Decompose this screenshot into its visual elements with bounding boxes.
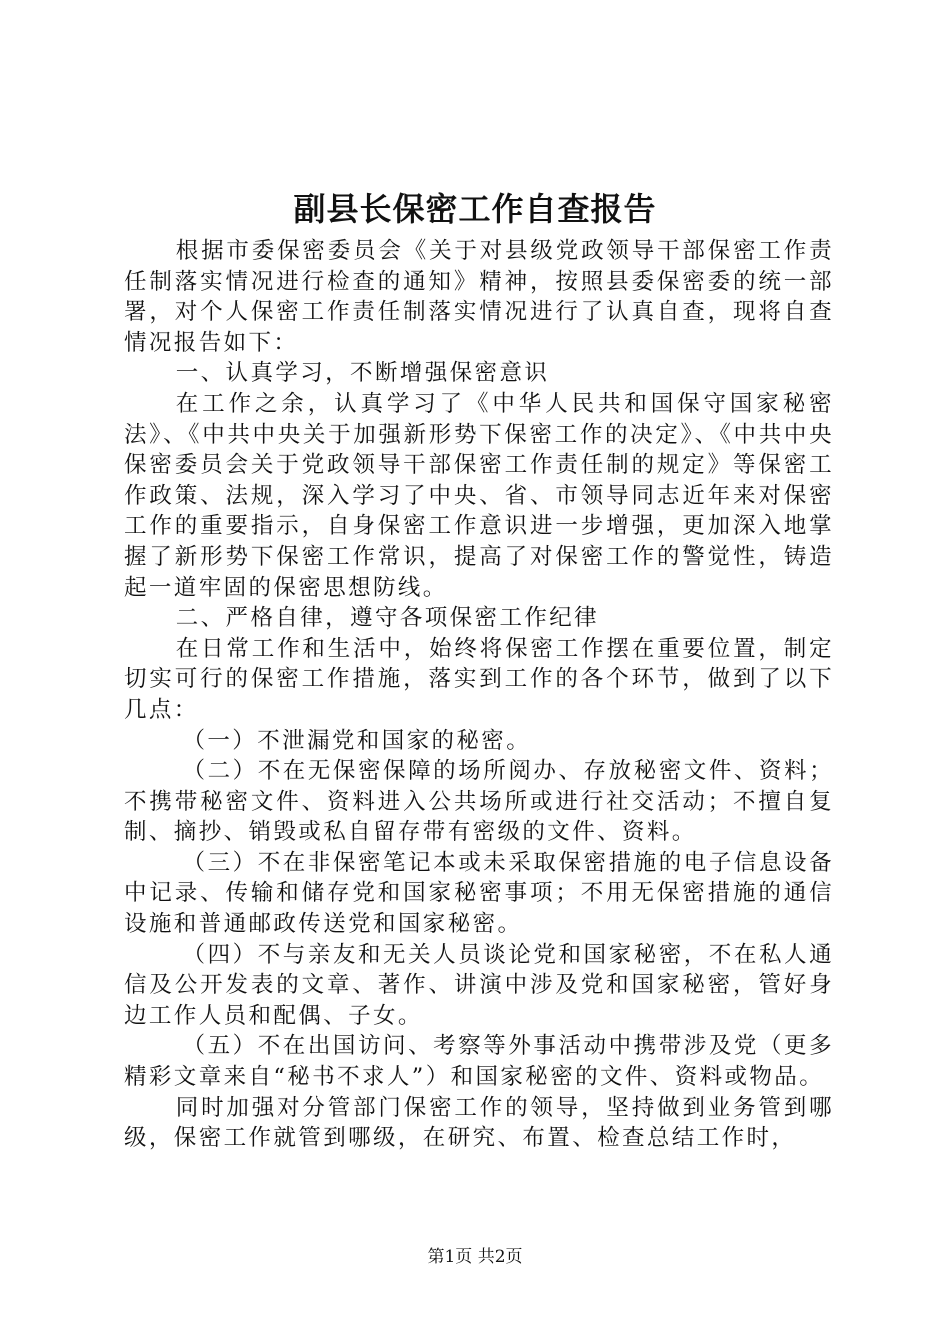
list-item-5: （五）不在出国访问、考察等外事活动中携带涉及党（更多精彩文章来自“秘书不求人”）和国家秘密的文件、资料或物品。 <box>124 1033 834 1091</box>
document-body <box>124 236 834 1154</box>
list-item-1: （一）不泄漏党和国家的秘密。 <box>182 727 532 754</box>
paragraph-intro: 根据市委保密委员会《关于对县级党政领导干部保密工作责任制落实情况进行检查的通知》精神，按照县委保密委的统一部署，对个人保密工作责任制落实情况进行了认真自查，现将自查情况报告如下： <box>124 238 834 356</box>
page-footer: 第1页 共2页 <box>427 1247 523 1267</box>
list-item-3: （三）不在非保密笔记本或未采取保密措施的电子信息设备中记录、传输和储存党和国家秘密事项；不用无保密措施的通信设施和普通邮政传送党和国家秘密。 <box>124 849 834 938</box>
list-item-4: （四）不与亲友和无关人员谈论党和国家秘密，不在私人通信及公开发表的文章、著作、讲演中涉及党和国家秘密，管好身边工作人员和配偶、子女。 <box>124 941 834 1029</box>
section-heading-2: 二、严格自律，遵守各项保密工作纪律 <box>175 605 600 632</box>
list-item-2: （二）不在无保密保障的场所阅办、存放秘密文件、资料；不携带秘密文件、资料进入公共场所或进行社交活动；不擅自复制、摘抄、销毁或私自留存带有密级的文件、资料。 <box>124 758 834 846</box>
paragraph-leadership: 同时加强对分管部门保密工作的领导，坚持做到业务管到哪级，保密工作就管到哪级，在研究、布置、检查总结工作时， <box>124 1094 834 1152</box>
section-heading-1: 一、认真学习，不断增强保密意识 <box>175 360 550 387</box>
paragraph-study: 在工作之余，认真学习了《中华人民共和国保守国家秘密法》、《中共中央关于加强新形势下保密工作的决定》、《中共中央保密委员会关于党政领导干部保密工作责任制的规定》等保密工作政策、法规，深入学习了中央、省、市领导同志近年来对保密工作的重要指示，自身保密工作意识进一步增强，更加深入地掌握了新形势下保密工作常识，提高了对保密工作的警觉性，铸造起一道牢固的保密思想防线。 <box>124 390 834 601</box>
paragraph-discipline: 在日常工作和生活中，始终将保密工作摆在重要位置，制定切实可行的保密工作措施，落实到工作的各个环节，做到了以下几点： <box>124 635 834 723</box>
document-title: 副县长保密工作自查报告 <box>293 190 657 228</box>
